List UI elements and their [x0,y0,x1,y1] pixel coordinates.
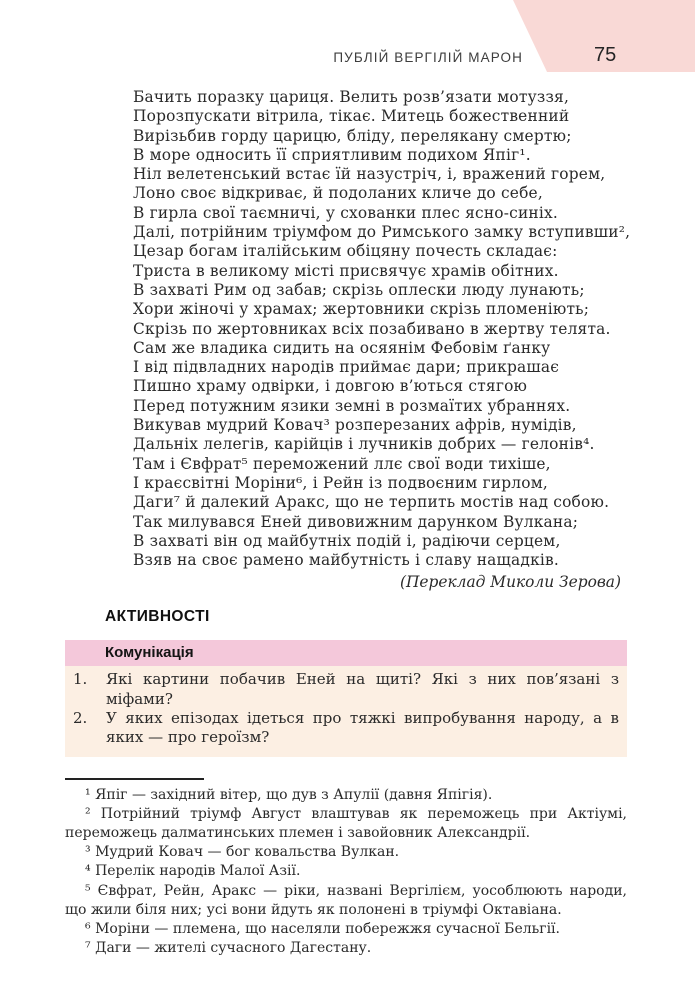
poem-line: Ніл велетенський встає їй назустріч, і, вражений горем, [133,165,606,184]
poem-line: Викував мудрий Ковач³ розперезаних афрів, нумідів, [133,416,577,435]
poem-line: Скрізь по жертовниках всіх позабивано в жертву телята. [133,319,611,338]
question-number: 1. [73,670,88,689]
poem-attribution: (Переклад Миколи Зерова) [400,573,621,592]
poem-line: Далі, потрійним тріумфом до Римського замку вступивши², [133,223,631,242]
question-item [65,670,627,709]
poem-line: Цезар богам італійським обіцяну почесть складає: [133,242,558,261]
poem-line: Даги⁷ й далекий Аракс, що не терпить мостів над собою. [133,493,610,512]
poem-line: В захваті Рим од забав; скрізь оплески люду лунають; [133,280,585,299]
poem-line: Так милувався Еней дивовижним дарунком Вулкана; [133,512,579,531]
poem-line: В гирла свої таємничі, у схованки плес ясно-синіх. [133,203,558,222]
poem-line: Пишно храму одвірки, і довгою в’ються стягою [133,377,528,396]
poem-line: Бачить поразку цариця. Велить розв’язати мотуззя, [133,88,570,106]
page-number: 75 [594,44,617,66]
question-number: 2. [73,709,88,728]
footnote: ⁵ Євфрат, Рейн, Аракс — ріки, названі Вергілієм, уособлюють народи, що жили біля них; усі вони йдуть як полонені в тріумфі Октавіана. [65,882,627,918]
poem-line: Перед потужним язики земні в розмаїтих убраннях. [133,396,571,415]
activity-section-header: Комунікація [65,640,627,666]
activities-heading: АКТИВНОСТІ [105,608,210,626]
poem-line: Хори жіночі у храмах; жертовники скрізь пломеніють; [133,300,590,319]
footnote-separator [65,778,204,780]
poem-line: І краєсвітні Моріни⁶, і Рейн із подвоєним гирлом, [133,473,549,492]
poem-block [133,88,631,592]
question-item [65,709,627,748]
poem-line: Триста в великому місті присвячує храмів обітних. [133,261,559,280]
footnote: ² Потрійний тріумф Август влаштував як переможець при Актіумі, переможець далматинських племен і завойовник Александрії. [65,805,627,842]
poem-line: Там і Євфрат⁵ переможений ллє свої води тихіше, [133,454,551,473]
poem-line: Лоно своє відкриває, й подоланих кличе до себе, [133,184,543,203]
activity-box [65,640,627,756]
footnote: ⁷ Даги — жителі сучасного Дагестану. [85,940,372,957]
poem-line: Порозпускати вітрила, тікає. Митець божественний [133,107,570,126]
footnote: ⁶ Моріни — племена, що населяли побережжя сучасної Бельгії. [85,921,560,938]
footnote: ³ Мудрий Ковач — бог ковальства Вулкан. [85,844,400,861]
activity-questions [65,666,627,756]
footnote: ⁴ Перелік народів Малої Азії. [85,863,301,880]
footnote: ¹ Япіг — західний вітер, що дув з Апулії (давня Япігія). [85,786,493,803]
running-head-title: ПУБЛІЙ ВЕРГІЛІЙ МАРОН [333,50,523,65]
poem-line: Вирізьбив горду царицю, бліду, перелякану смертю; [133,126,572,145]
question-text: У яких епізодах ідеться про тяжкі випробування народу, а в яких — про героїзм? [106,709,619,747]
poem-line: В море односить її сприятливим подихом Япіг¹. [133,145,531,164]
poem-line: І від підвладних народів приймає дари; прикрашає [133,358,560,377]
poem-line: Дальніх лелегів, карійців і лучників добрих — гелонів⁴. [133,435,595,454]
question-text: Які картини побачив Еней на щиті? Які з них пов’язані з міфами? [106,670,619,708]
poem-line: В захваті він од майбутніх подій і, радіючи серцем, [133,531,561,550]
poem-line: Взяв на своє рамено майбутність і славу нащадків. [133,551,560,570]
poem-line: Сам же владика сидить на осяянім Фебовім ґанку [133,338,551,357]
page-content [65,88,631,958]
footnotes-block [65,786,627,959]
